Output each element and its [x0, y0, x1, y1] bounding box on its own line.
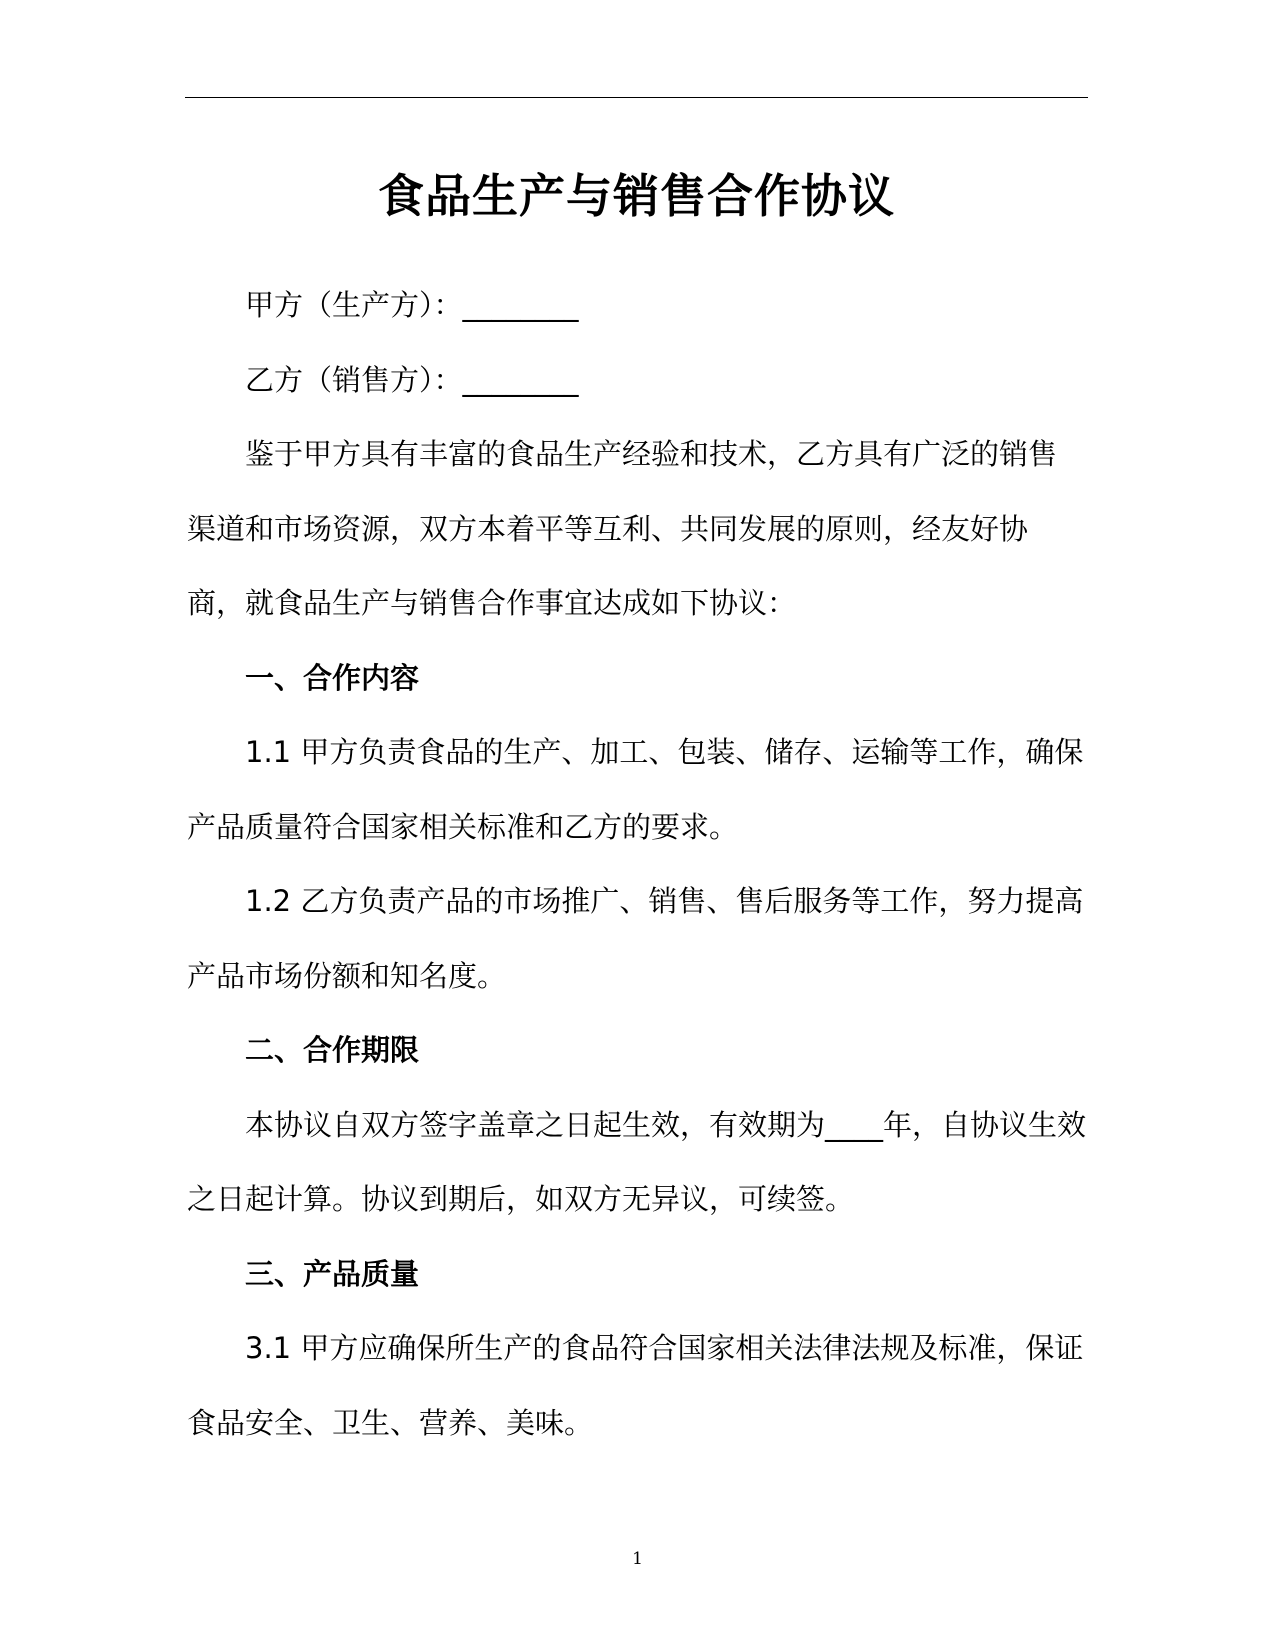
header-rule [185, 97, 1088, 98]
body-text-line: 渠道和市场资源，双方本着平等互利、共同发展的原则，经友好协 [187, 511, 1029, 546]
body-text-line: 产品市场份额和知名度。 [187, 958, 507, 993]
body-text-line: 甲方（生产方）：________ [245, 288, 579, 322]
body-text-line: 本协议自双方签字盖章之日起生效，有效期为____年，自协议生效 [245, 1107, 1087, 1142]
section-heading: 三、产品质量 [245, 1256, 420, 1291]
body-text-line: 3.1 甲方应确保所生产的食品符合国家相关法律法规及标准，保证 [245, 1331, 1084, 1365]
section-heading: 二、合作期限 [245, 1033, 420, 1067]
body-text-line: 1.2 乙方负责产品的市场推广、销售、售后服务等工作，努力提高 [245, 884, 1084, 918]
body-text-line: 鉴于甲方具有丰富的食品生产经验和技术，乙方具有广泛的销售 [245, 437, 1058, 471]
body-text-line: 产品质量符合国家相关标准和乙方的要求。 [187, 809, 739, 844]
page-number: 1 [632, 1549, 643, 1569]
document-title: 食品生产与销售合作协议 [378, 169, 895, 223]
body-text-line: 食品安全、卫生、营养、美味。 [187, 1405, 594, 1440]
body-text-line: 之日起计算。协议到期后，如双方无异议，可续签。 [187, 1182, 855, 1216]
section-heading: 一、合作内容 [245, 660, 420, 695]
body-text-line: 乙方（销售方）：________ [245, 362, 579, 397]
body-text-line: 商，就食品生产与销售合作事宜达成如下协议： [187, 586, 797, 620]
document-body [187, 268, 1087, 1460]
body-text-line: 1.1 甲方负责食品的生产、加工、包装、储存、运输等工作，确保 [245, 735, 1084, 769]
